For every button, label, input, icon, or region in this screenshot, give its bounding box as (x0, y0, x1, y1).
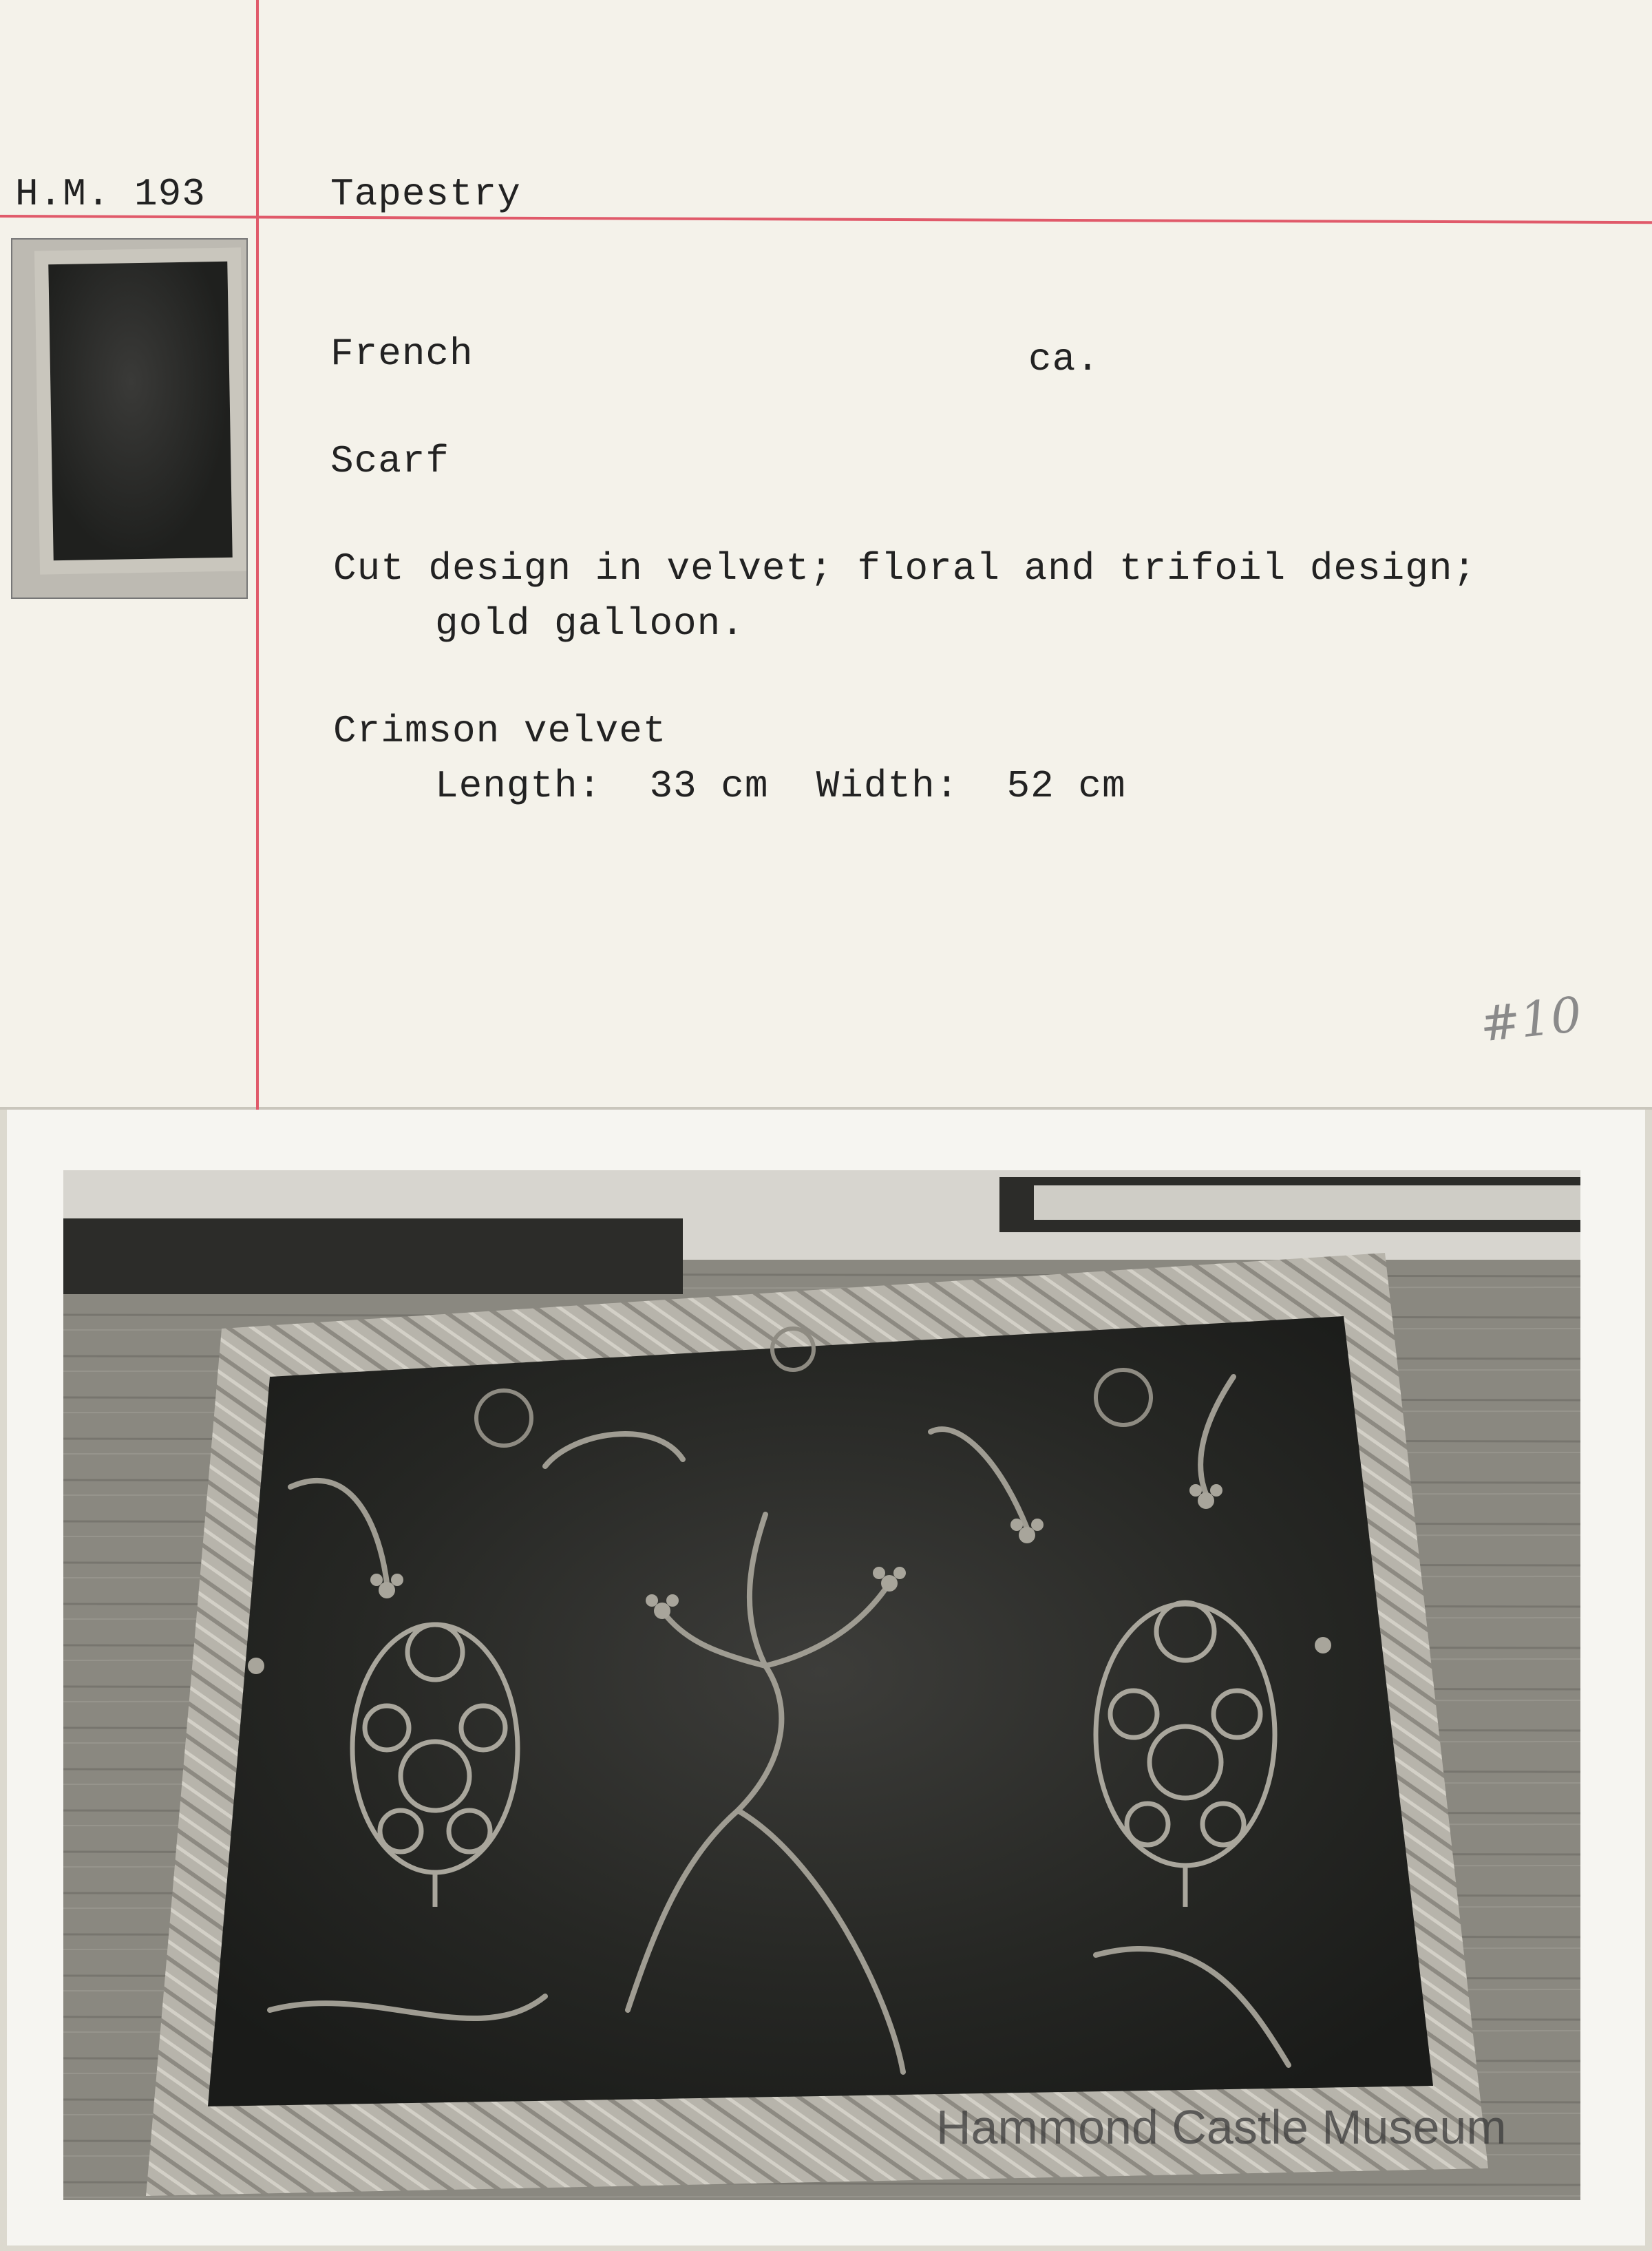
scarf-photo-drawing (63, 1170, 1580, 2200)
catalog-card (0, 0, 1652, 1110)
date-field: ca. (1028, 337, 1100, 381)
description-line-1: Cut design in velvet; floral and trifoil design; (333, 547, 1477, 591)
thumbnail-photo (11, 238, 248, 599)
scarf-photograph (63, 1170, 1580, 2200)
window-pane-right (1034, 1185, 1580, 1220)
handwritten-note: #10 (1477, 986, 1585, 1053)
origin-field: French (330, 332, 474, 376)
object-type-field: Scarf (330, 439, 450, 483)
catalog-category: Tapestry (330, 172, 521, 216)
card-horizontal-rule (0, 215, 1652, 224)
thumbnail-velvet (48, 262, 232, 560)
card-vertical-rule (256, 0, 259, 1110)
catalog-number: H.M. 193 (15, 172, 206, 216)
material-field: Crimson velvet (333, 709, 667, 753)
dark-frame-left (63, 1218, 683, 1294)
dimensions-field: Length: 33 cm Width: 52 cm (435, 764, 1126, 808)
crimson-velvet-field (208, 1316, 1433, 2106)
museum-watermark: Hammond Castle Museum (936, 2100, 1507, 2154)
description-line-2: gold galloon. (435, 602, 745, 646)
thumbnail-scarf (34, 247, 246, 574)
